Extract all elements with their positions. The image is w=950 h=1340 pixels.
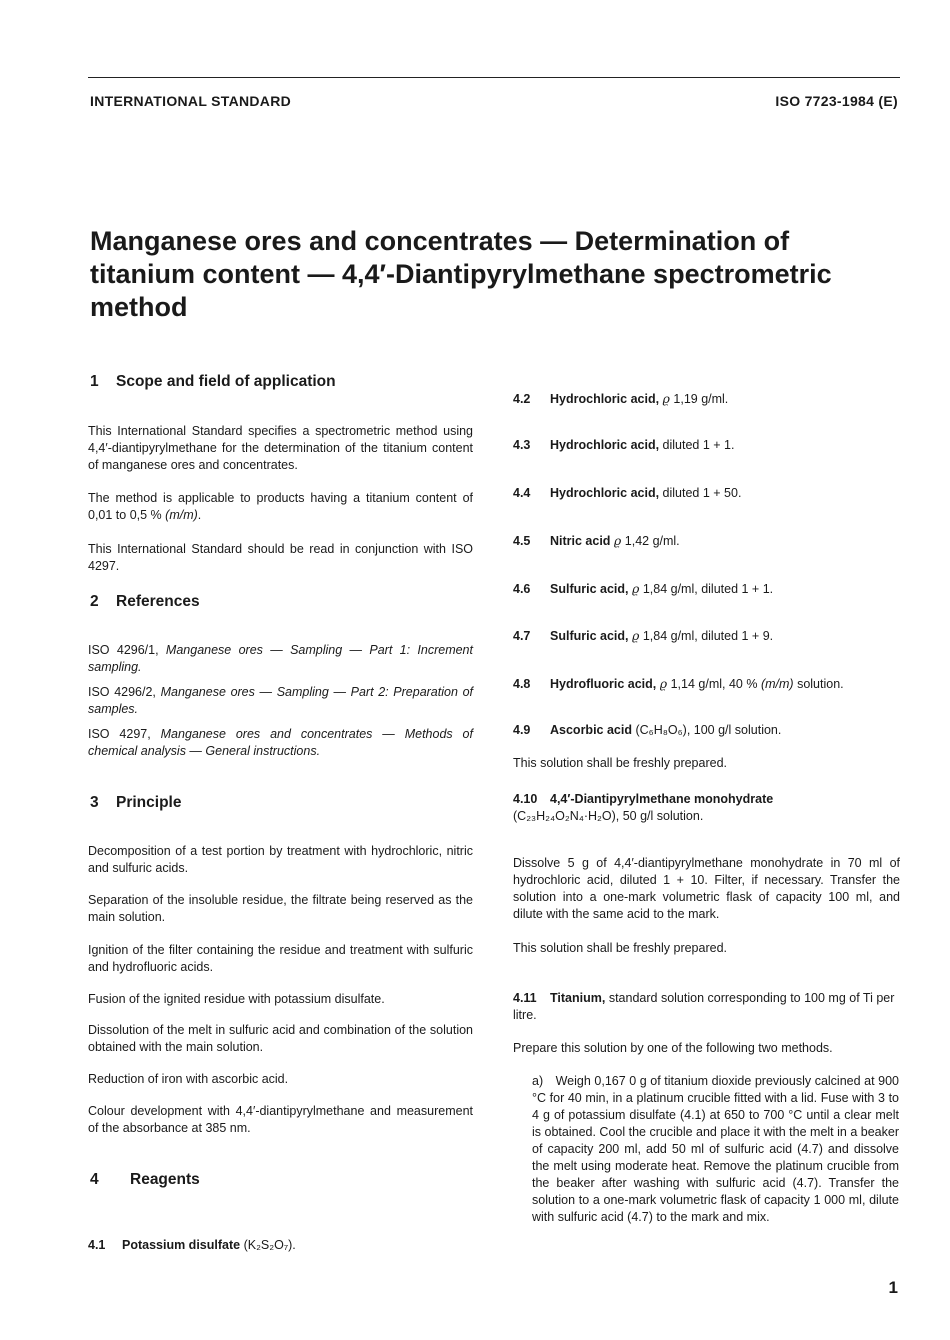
principle-paragraph: Dissolution of the melt in sulfuric acid and combination of the solution obtained with the main solution. xyxy=(88,1022,473,1054)
unit: (m/m) xyxy=(165,507,198,522)
method-a-paragraph: a) Weigh 0,167 0 g of titanium dioxide previously calcined at 900 °C for 40 min, in a platinum crucible fitted with a lid. Fuse with 3 to 4 g of potassium disulfate (4.1) at 650 to 700 °C until a clear melt is obtained. Cool the crucible and place it with the melt in a beaker of capacity 200 ml, add 50 ml of sulfuric acid (4.7) and dissolve the melt using moderate heat. Remove the platinum crucible from the beaker after washing with sulfuric acid (4.7). Transfer the solution to a one-mark volumetric flask of capacity 1 000 ml, dilute with sulfuric acid (4.7) to the mark and mix. xyxy=(532,1073,899,1224)
scope-paragraph-2: The method is applicable to products having a titanium content of 0,01 to 0,5 % (m/m). xyxy=(88,490,473,522)
scope-paragraph-3: This International Standard should be read in conjunction with ISO 4297. xyxy=(88,541,473,573)
reagent-4-1: 4.1 Potassium disulfate (K₂S₂O₇). xyxy=(88,1237,296,1252)
section-number: 3 xyxy=(90,794,99,811)
reagent-4-11-paragraph: Prepare this solution by one of the following two methods. xyxy=(513,1040,833,1055)
section-number: 4 xyxy=(90,1171,99,1188)
reagent-4-2: 4.2 Hydrochloric acid, ϱ 1,19 g/ml. xyxy=(513,390,729,406)
principle-paragraph: Separation of the insoluble residue, the filtrate being reserved as the main solution. xyxy=(88,892,473,924)
section-title: Scope and field of application xyxy=(116,373,336,390)
document-type: INTERNATIONAL STANDARD xyxy=(90,93,292,109)
reference-item: ISO 4296/1, Manganese ores — Sampling — Part 1: Increment sampling. xyxy=(88,642,473,674)
principle-paragraph: Reduction of iron with ascorbic acid. xyxy=(88,1071,289,1086)
reagent-4-7: 4.7 Sulfuric acid, ϱ 1,84 g/ml, diluted 1 + 9. xyxy=(513,627,774,643)
section-number: 2 xyxy=(90,593,99,610)
section-1-heading xyxy=(90,373,336,391)
section-4-heading xyxy=(90,1171,200,1189)
page-number: 1 xyxy=(888,1278,898,1297)
reference-item: ISO 4296/2, Manganese ores — Sampling — Part 2: Preparation of samples. xyxy=(88,684,474,716)
section-title: Reagents xyxy=(130,1171,200,1188)
reagent-4-5: 4.5 Nitric acid ϱ 1,42 g/ml. xyxy=(513,532,680,548)
reagent-4-4: 4.4 Hydrochloric acid, diluted 1 + 50. xyxy=(513,485,742,500)
principle-paragraph: Ignition of the filter containing the residue and treatment with sulfuric and hydrofluoric acids. xyxy=(88,942,473,974)
principle-paragraph: Colour development with 4,4′-diantipyrylmethane and measurement of the absorbance at 385 nm. xyxy=(88,1103,473,1135)
principle-paragraph: Decomposition of a test portion by treatment with hydrochloric, nitric and sulfuric acids. xyxy=(88,843,473,875)
reagent-note: This solution shall be freshly prepared. xyxy=(513,940,728,955)
page-title xyxy=(90,225,920,324)
header-rule xyxy=(88,77,900,78)
reagent-4-10-paragraph: Dissolve 5 g of 4,4′-diantipyrylmethane monohydrate in 70 ml of hydrochloric acid, diluted 1 + 10. Filter, if necessary. Transfer the solution into a one-mark volumetric flask of capacity 100 ml, and dilute with the same acid to the mark. xyxy=(513,855,900,921)
principle-paragraph: Fusion of the ignited residue with potassium disulfate. xyxy=(88,991,385,1006)
title-line-3: method xyxy=(90,292,188,322)
reagent-4-10: 4.10 4,4′-Diantipyrylmethane monohydrate (C₂₃H₂₄O₂N₄·H₂O), 50 g/l solution. xyxy=(513,792,774,823)
title-line-2: titanium content — 4,4′-Diantipyrylmethane spectrometric xyxy=(90,259,832,289)
section-title: References xyxy=(116,593,200,610)
reagent-4-6: 4.6 Sulfuric acid, ϱ 1,84 g/ml, diluted 1 + 1. xyxy=(513,580,774,596)
section-2-heading xyxy=(90,593,200,611)
title-line-1: Manganese ores and concentrates — Determination of xyxy=(90,226,790,256)
reference-item: ISO 4297, Manganese ores and concentrates — Methods of chemical analysis — General instructions. xyxy=(88,726,473,758)
standard-number: ISO 7723-1984 (E) xyxy=(775,93,898,109)
section-title: Principle xyxy=(116,794,182,811)
scope-paragraph-1: This International Standard specifies a spectrometric method using 4,4′-diantipyrylmethane for the determination of the titanium content of manganese ores and concentrates. xyxy=(88,423,473,472)
reagent-4-11: 4.11 Titanium, standard solution corresponding to 100 mg of Ti per litre. xyxy=(513,990,895,1022)
reagent-4-3: 4.3 Hydrochloric acid, diluted 1 + 1. xyxy=(513,437,735,452)
reagent-note: This solution shall be freshly prepared. xyxy=(513,755,728,770)
section-3-heading xyxy=(90,794,181,812)
reagent-4-9: 4.9 Ascorbic acid (C₆H₈O₆), 100 g/l solution. xyxy=(513,722,782,737)
reagent-4-8: 4.8 Hydrofluoric acid, ϱ 1,14 g/ml, 40 % (m/m) solution. xyxy=(513,675,844,691)
section-number: 1 xyxy=(90,373,99,390)
